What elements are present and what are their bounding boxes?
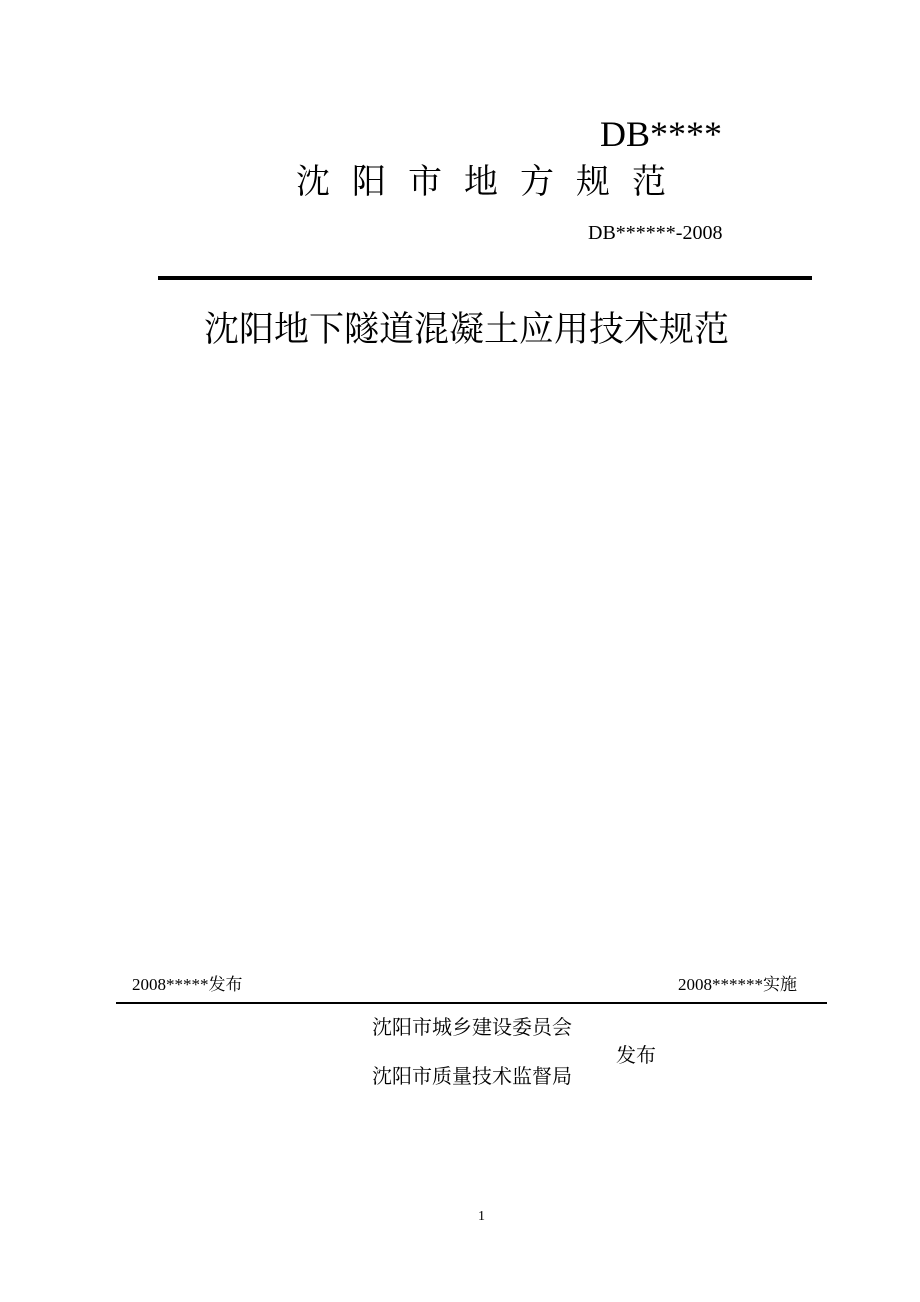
issuer-quality-bureau: 沈阳市质量技术监督局 [372,1066,572,1088]
standard-number: DB******-2008 [588,222,723,244]
issue-date: 2008*****发布 [132,975,243,994]
db-code: DB**** [600,114,723,154]
document-title: 沈阳地下隧道混凝土应用技术规范 [204,310,730,349]
implementation-date: 2008******实施 [678,975,797,994]
publish-label: 发布 [616,1045,656,1067]
page-number: 1 [478,1209,485,1224]
header-divider [158,276,812,280]
series-title: 沈阳市地方规范 [296,164,688,201]
issuer-construction-committee: 沈阳市城乡建设委员会 [372,1017,572,1039]
footer-divider [116,1002,827,1004]
